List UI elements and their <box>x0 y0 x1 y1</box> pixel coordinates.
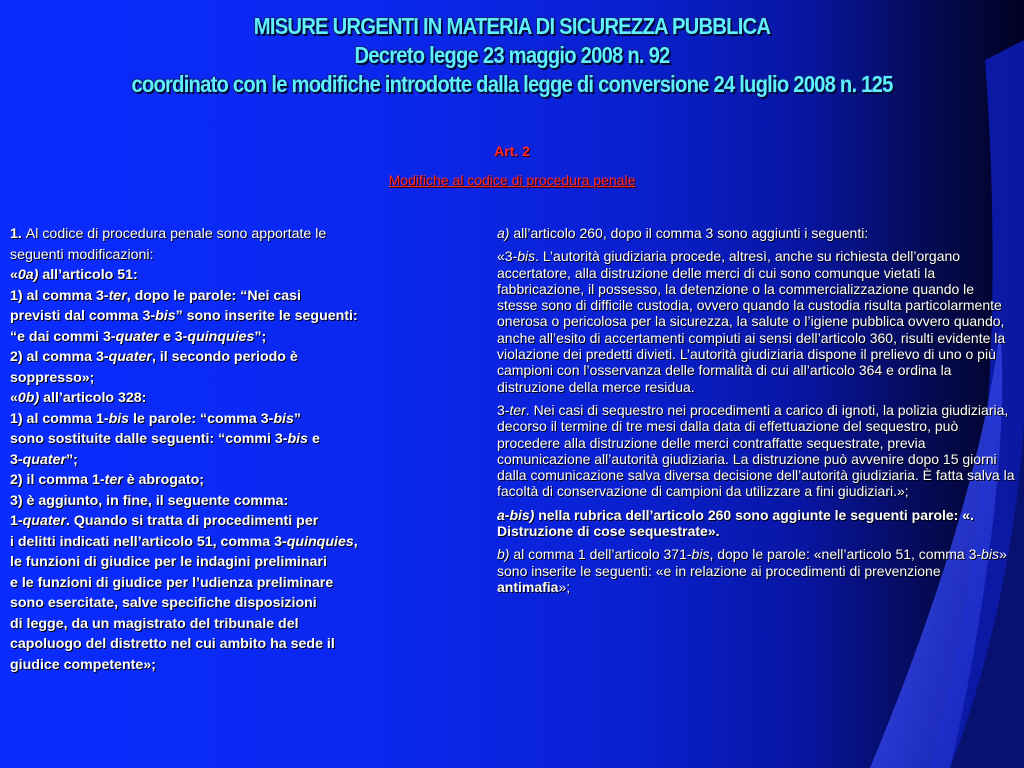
text-run: le funzioni di giudice per le indagini preliminari <box>10 554 327 570</box>
text-line <box>10 593 460 614</box>
text-run: le parole: “comma 3- <box>129 410 274 427</box>
text-line <box>10 409 460 430</box>
text-run: a-bis) <box>497 506 535 523</box>
article-title: Modifiche al codice di procedura penale <box>388 172 636 188</box>
text-run: ” sono inserite le seguenti: <box>175 308 358 324</box>
text-run: quinquies <box>187 328 255 345</box>
text-run: è abrogato; <box>122 472 204 488</box>
text-run: all’articolo 260, dopo il comma 3 sono aggiunti i seguenti: <box>509 225 869 241</box>
text-run: ter <box>509 401 526 418</box>
text-run: i delitti indicati nell’articolo 51, comma 3- <box>10 533 287 550</box>
text-line <box>10 491 460 512</box>
text-run: sono esercitate, salve specifiche disposizioni <box>10 595 317 611</box>
text-paragraph <box>497 507 1015 540</box>
text-run: antimafia <box>497 578 559 595</box>
text-run: quater <box>115 328 160 345</box>
text-run: ”; <box>254 328 267 345</box>
text-line <box>10 634 460 655</box>
text-run: bis <box>108 410 130 427</box>
text-run: e <box>308 431 320 447</box>
text-paragraph <box>497 402 1015 500</box>
text-run: , dopo le parole: “Nei casi <box>126 287 301 304</box>
text-line <box>10 327 460 348</box>
text-run: capoluogo del distretto nel cui ambito ha sede il <box>10 636 335 652</box>
text-run: ”; <box>65 451 78 468</box>
text-line <box>10 450 460 471</box>
text-run: . L’autorità giudiziaria procede, altresì, anche su richiesta dell’organo accertatore, alla distruzione delle merci di cui sono comunque vietati la fabbricazione, il possesso, la detenzione o la commercializzazione quando le stesse sono di difficile custodia, ovvero quando la custodia risulta particolarmente onerosa o pericolosa per la sicurezza, la salute o l’igiene pubblica ovvero quando, anche all’esito di accertamenti compiuti ai sensi dell’articolo 360, risulti evidente la violazione dei predetti divieti. L’autorità giudiziaria dispone il prelievo di uno o più campioni con l’osservanza delle formalità di cui all’articolo 364 e ordina la distruzione della merce residua. <box>497 248 1006 395</box>
text-run: quater <box>22 513 66 529</box>
text-run: all’articolo 328: <box>39 390 147 406</box>
text-line <box>10 306 460 327</box>
text-paragraph <box>497 248 1015 395</box>
text-line <box>10 614 460 635</box>
slide-title <box>0 12 1024 99</box>
text-run: a) <box>497 225 510 241</box>
text-line <box>10 552 460 573</box>
text-run: 3- <box>497 401 510 418</box>
text-line <box>10 286 460 307</box>
text-run: e 3- <box>159 328 188 345</box>
text-line <box>10 245 460 266</box>
text-line <box>10 532 460 553</box>
text-run: ” <box>293 410 301 427</box>
text-line <box>10 347 460 368</box>
text-paragraph <box>497 225 1015 241</box>
text-line <box>10 573 460 594</box>
text-run: «3- <box>497 248 518 265</box>
text-line <box>10 655 460 676</box>
right-text-column <box>497 225 1015 602</box>
text-run: bis <box>981 546 999 563</box>
article-number: Art. 2 <box>494 143 530 159</box>
text-run: 1) al comma 3- <box>10 287 109 304</box>
text-run: ter <box>104 472 123 488</box>
text-run: “e dai commi 3- <box>10 328 116 345</box>
text-run: seguenti modificazioni: <box>10 246 154 263</box>
text-run: « <box>10 390 18 406</box>
text-run: 1- <box>10 513 23 529</box>
text-run: bis <box>517 248 536 265</box>
text-run: e le funzioni di giudice per l’udienza preliminare <box>10 574 334 591</box>
text-run: ter <box>108 287 127 304</box>
text-run: bis <box>273 410 294 427</box>
text-line <box>10 429 460 450</box>
text-run: di legge, da un magistrato del tribunale del <box>10 615 299 632</box>
text-run: nella rubrica dell’articolo 260 sono aggiunte le seguenti parole: «. Distruzione di cose sequestrate». <box>497 506 974 540</box>
text-run: , <box>353 533 358 550</box>
title-line: coordinato con le modifiche introdotte dalla legge di conversione 24 luglio 2008 n. 125 <box>131 71 893 97</box>
text-run: . Quando si tratta di procedimenti per <box>65 513 319 529</box>
title-line: MISURE URGENTI IN MATERIA DI SICUREZZA PUBBLICA <box>253 13 771 39</box>
text-run: b) <box>497 546 510 563</box>
text-line <box>10 388 460 409</box>
text-run: bis <box>691 546 710 563</box>
text-run: sono sostituite dalle seguenti: “commi 3- <box>10 431 288 447</box>
text-run: giudice competente»; <box>10 656 156 673</box>
text-run: 3) è aggiunto, in fine, il seguente comma: <box>10 492 289 509</box>
text-run: , dopo le parole: «nell’articolo 51, comma 3- <box>709 546 982 563</box>
text-run: 0a) <box>17 267 39 283</box>
text-paragraph <box>497 546 1015 595</box>
text-run: quater <box>108 349 152 365</box>
text-run: bis <box>155 308 176 324</box>
left-text-column <box>10 224 460 675</box>
text-run: al comma 1 dell’articolo 371- <box>509 546 692 563</box>
text-run: . Nei casi di sequestro nei procedimenti a carico di ignoti, la polizia giudiziaria, decorso il termine di tre mesi dalla data di effettuazione del sequestro, può procedere alla distruzione delle merci contraffatte sequestrate, previa comunicazione all’autorità giudiziaria. La distruzione può avvenire dopo 15 giorni dalla comunicazione salva diversa decisione dell’autorità giudiziaria. È fatta salva la facoltà di conservazione di campioni da utilizzare a fini giudiziari.»; <box>497 401 1015 500</box>
text-run: previsti dal comma 3- <box>10 308 156 324</box>
text-run: « <box>10 267 18 283</box>
text-line <box>10 265 460 286</box>
text-run: all’articolo 51: <box>38 267 138 283</box>
text-run: bis <box>287 431 308 447</box>
text-run: soppresso»; <box>10 369 95 386</box>
text-run: , il secondo periodo è <box>151 349 298 365</box>
title-line: Decreto legge 23 maggio 2008 n. 92 <box>354 42 670 68</box>
text-run: » sono inserite le seguenti: «e in relazione ai procedimenti di prevenzione <box>497 546 1007 579</box>
text-run: 2) al comma 3- <box>10 349 109 365</box>
text-run: 3- <box>10 451 23 468</box>
text-line <box>10 511 460 532</box>
text-run: quater <box>22 451 66 468</box>
text-run: 2) il comma 1- <box>10 472 105 488</box>
text-run: 0b) <box>17 390 40 406</box>
text-run: Al codice di procedura penale sono apportate le <box>25 226 327 242</box>
text-line <box>10 224 460 245</box>
text-run: 1) al comma 1- <box>10 410 109 427</box>
text-run: »; <box>558 578 571 595</box>
text-run: quinquies <box>286 533 354 550</box>
text-line <box>10 470 460 491</box>
text-line <box>10 368 460 389</box>
text-run: 1. <box>10 226 26 242</box>
